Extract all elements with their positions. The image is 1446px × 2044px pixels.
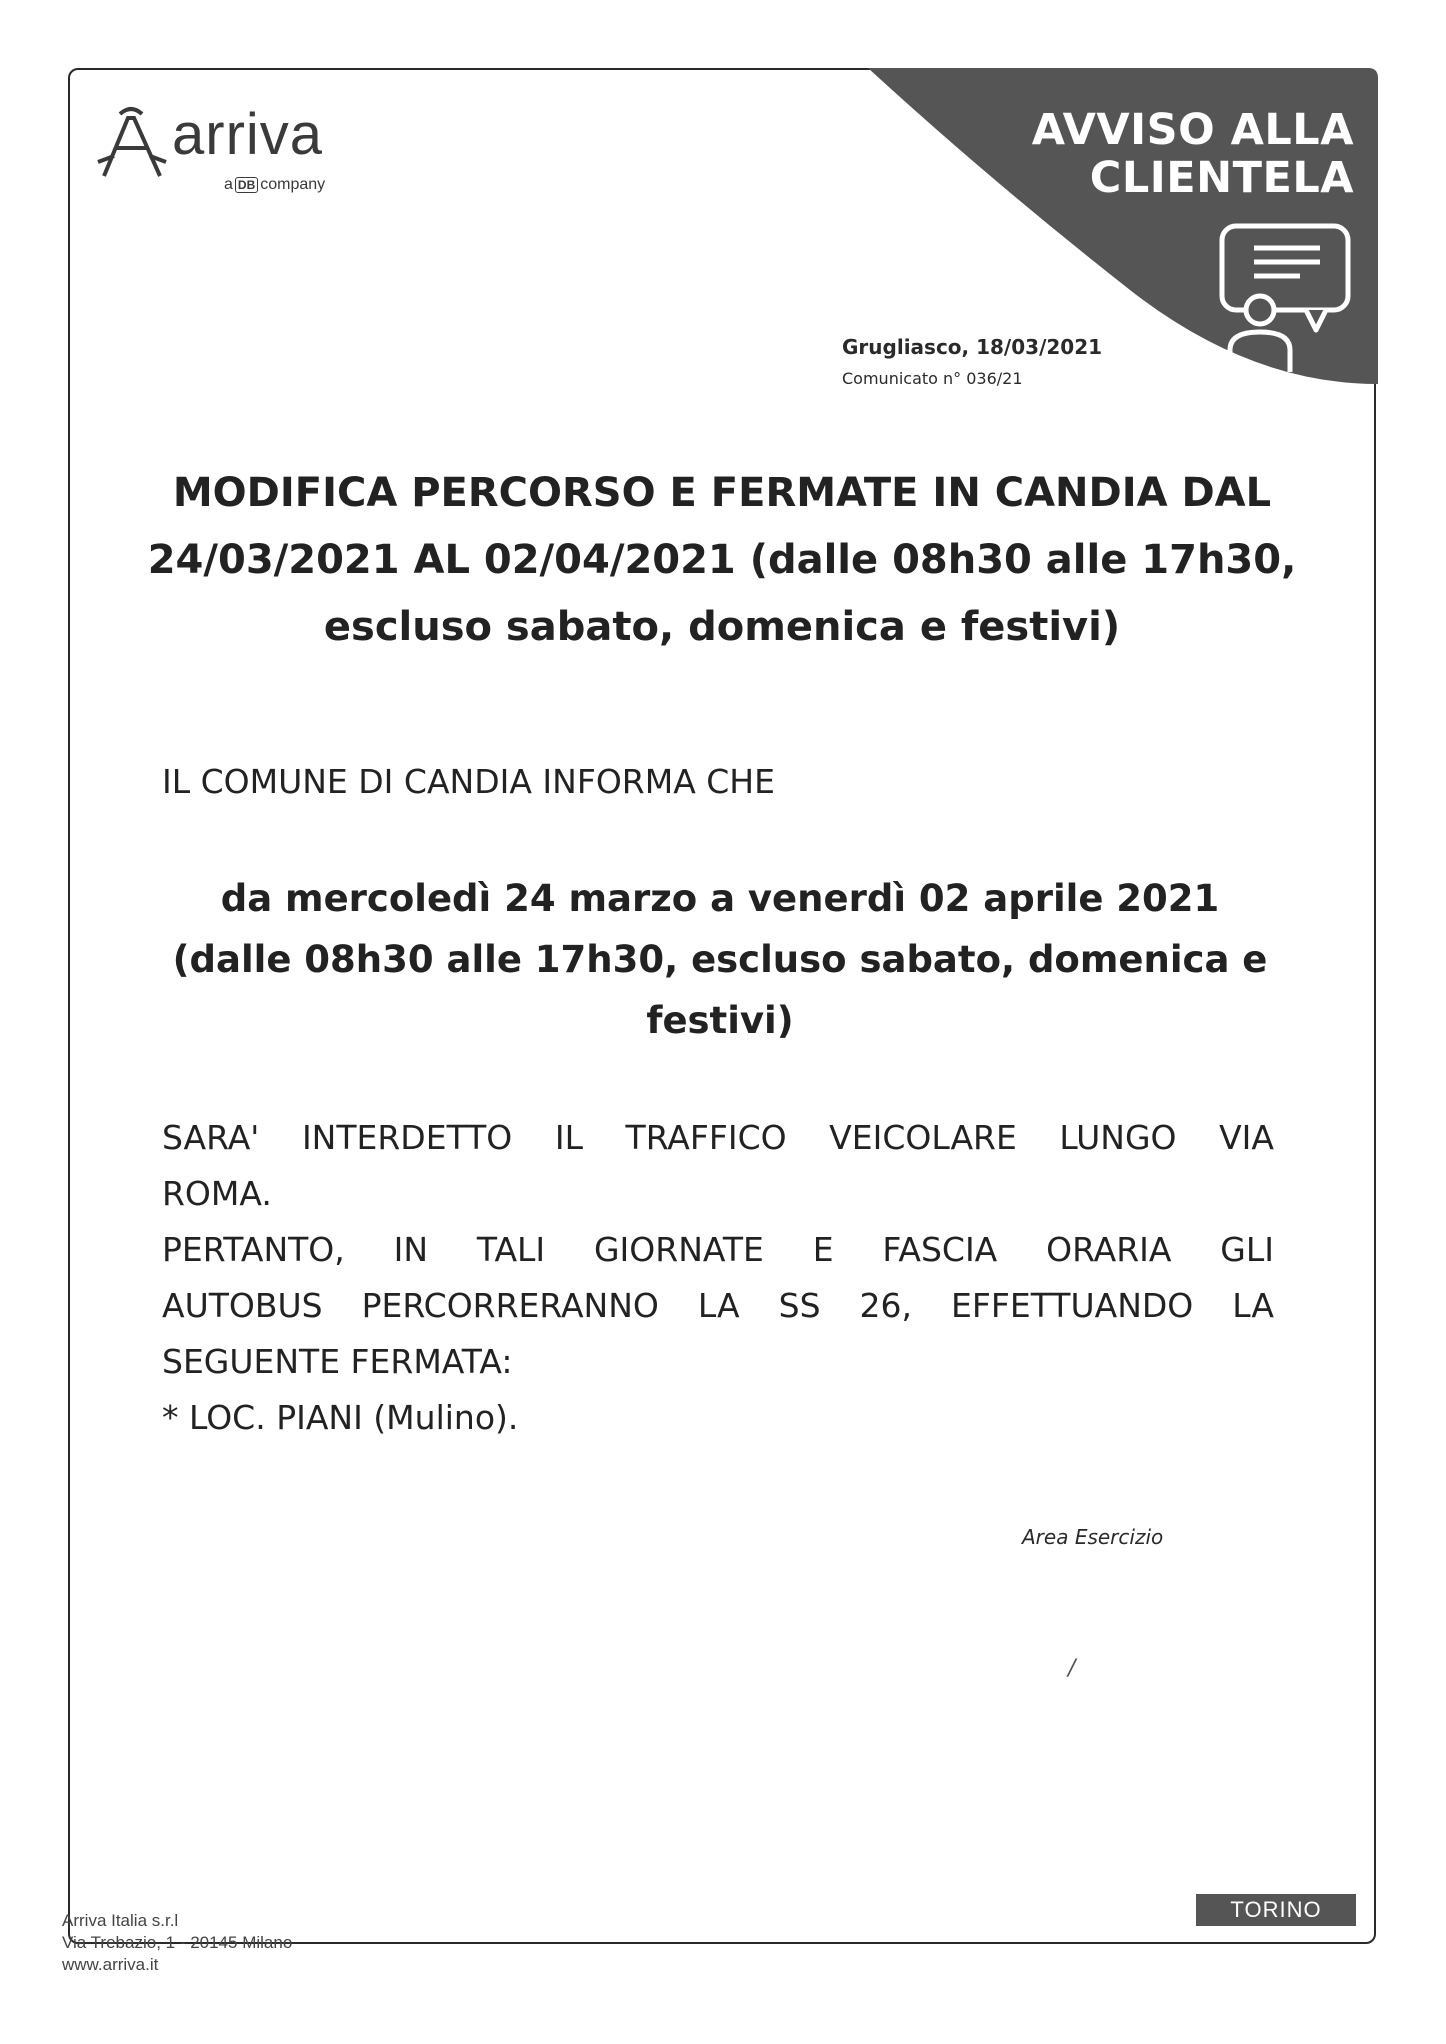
period-line: da mercoledì 24 marzo a venerdì 02 aprile 2021 <box>220 877 1220 920</box>
tagline-post: company <box>260 176 326 193</box>
tagline-pre: a <box>224 176 233 193</box>
arriva-logo-mark-icon <box>96 104 168 184</box>
stop-item: * LOC. PIANI (Mulino). <box>162 1398 519 1437</box>
communique-number: Comunicato n° 036/21 <box>842 369 1023 388</box>
brand-tagline <box>224 176 325 194</box>
db-logo: DB <box>235 177 258 193</box>
intro-text: IL COMUNE DI CANDIA INFORMA CHE <box>162 762 775 801</box>
body-line: SEGUENTE FERMATA: <box>162 1342 513 1381</box>
notice-heading <box>1032 106 1354 202</box>
body-line: PERTANTO, IN TALI GIORNATE E FASCIA ORARIA GLI <box>162 1230 1274 1269</box>
footer-website: www.arriva.it <box>62 1955 159 1974</box>
notice-title <box>90 460 1354 661</box>
notice-date: Grugliasco, 18/03/2021 <box>842 335 1103 359</box>
notice-heading-line2: CLIENTELA <box>1089 153 1354 203</box>
footer-company: Arriva Italia s.r.l <box>62 1911 179 1930</box>
period-text <box>140 868 1300 1051</box>
body-line: SARA' INTERDETTO IL TRAFFICO VEICOLARE LUNGO VIA <box>162 1118 1274 1157</box>
footer-address: Via Trebazio, 1 - 20145 Milano <box>62 1933 293 1952</box>
speech-bubble-person-icon <box>1216 222 1356 372</box>
notice-body <box>162 1110 1274 1446</box>
signature: Area Esercizio <box>1022 1525 1164 1549</box>
period-line: festivi) <box>646 999 794 1042</box>
city-badge: TORINO <box>1196 1894 1356 1926</box>
title-line: 24/03/2021 AL 02/04/2021 (dalle 08h30 alle 17h30, <box>147 537 1297 583</box>
footer <box>62 1910 292 1976</box>
body-line: AUTOBUS PERCORRERANNO LA SS 26, EFFETTUANDO LA <box>162 1286 1274 1325</box>
stray-mark: / <box>1068 1656 1076 1681</box>
title-line: escluso sabato, domenica e festivi) <box>323 604 1121 650</box>
notice-heading-line1: AVVISO ALLA <box>1031 105 1354 155</box>
period-line: (dalle 08h30 alle 17h30, escluso sabato, domenica e <box>172 938 1268 981</box>
body-line: ROMA. <box>162 1174 272 1213</box>
arriva-logo <box>96 104 376 204</box>
title-line: MODIFICA PERCORSO E FERMATE IN CANDIA DAL <box>172 470 1272 516</box>
brand-name: arriva <box>172 102 324 167</box>
